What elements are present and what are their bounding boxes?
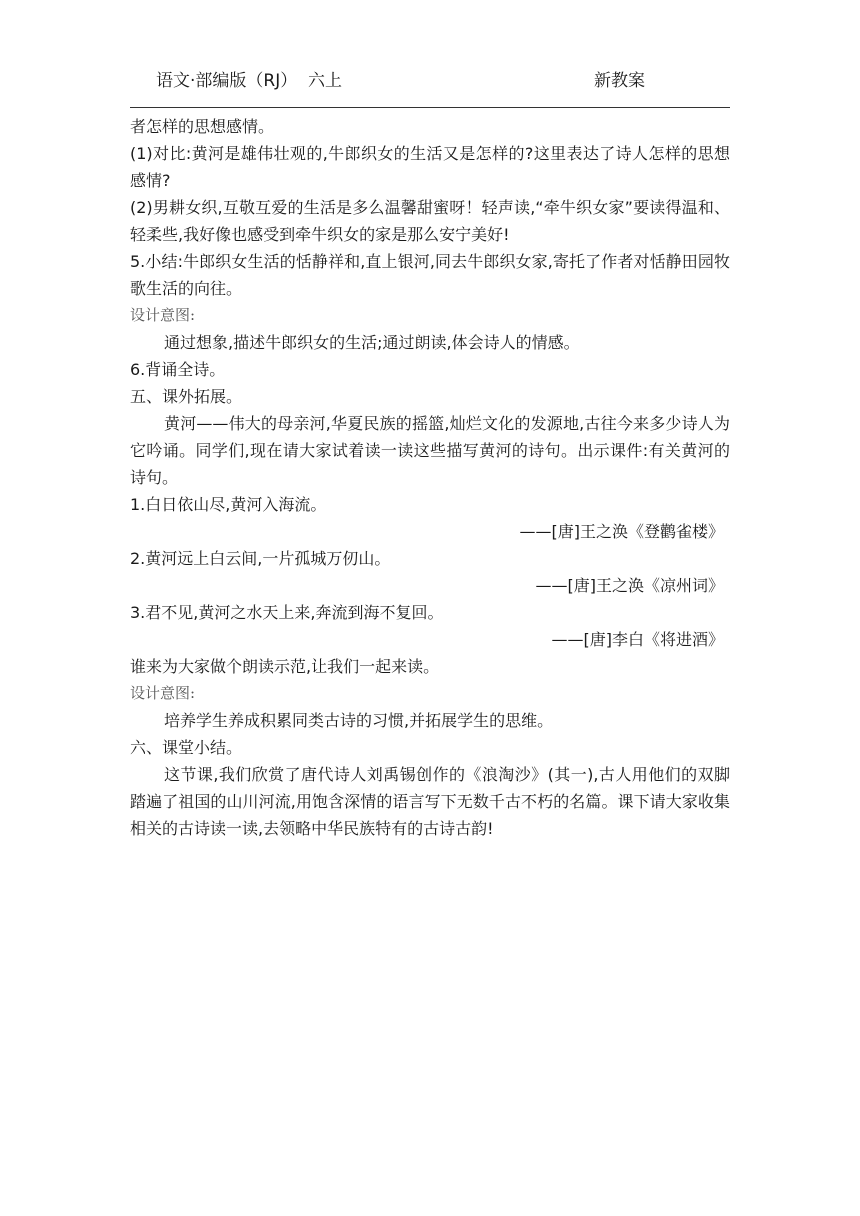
header-subject: 语文·部编版（RJ） 六上 (156, 71, 343, 91)
step-recite: 6.背诵全诗。 (130, 360, 226, 379)
paragraph-summary: 5.小结:牛郎织女生活的恬静祥和,直上银河,同去牛郎织女家,寄托了作者对恬静田园牧歌生活的向往。 (130, 252, 730, 298)
section-heading-extension: 五、课外拓展。 (130, 387, 243, 406)
document-body (130, 113, 730, 842)
paragraph-continuation: 者怎样的思想感情。 (130, 117, 275, 136)
paragraph-contrast-question: (1)对比:黄河是雄伟壮观的,牛郎织女的生活又是怎样的?这里表达了诗人怎样的思想感情? (130, 144, 730, 190)
design-intent-label-2: 设计意图: (130, 684, 196, 702)
header-doc-type: 新教案 (594, 71, 645, 91)
design-intent-text-2: 培养学生养成积累同类古诗的习惯,并拓展学生的思维。 (164, 711, 554, 730)
poem-line-3: 3.君不见,黄河之水天上来,奔流到海不复回。 (130, 603, 444, 622)
poem-line-1: 1.白日依山尽,黄河入海流。 (130, 495, 327, 514)
page-header (130, 62, 730, 92)
poem-source-2: ——[唐]王之涣《凉州词》 (535, 576, 724, 595)
poem-line-2: 2.黄河远上白云间,一片孤城万仞山。 (130, 549, 391, 568)
poem-source-3: ——[唐]李白《将进酒》 (551, 630, 724, 649)
paragraph-reading-guide: (2)男耕女织,互敬互爱的生活是多么温馨甜蜜呀！轻声读,“牵牛织女家”要读得温和、轻柔些,我好像也感受到牵牛织女的家是那么安宁美好! (130, 198, 730, 244)
design-intent-text: 通过想象,描述牛郎织女的生活;通过朗读,体会诗人的情感。 (164, 333, 580, 352)
section-heading-summary: 六、课堂小结。 (130, 738, 243, 757)
paragraph-class-summary: 这节课,我们欣赏了唐代诗人刘禹锡创作的《浪淘沙》(其一),古人用他们的双脚踏遍了祖国的山川河流,用饱含深情的语言写下无数千古不朽的名篇。课下请大家收集相关的古诗读一读,去领略中华民族特有的古诗古韵! (130, 765, 730, 838)
paragraph-read-aloud: 谁来为大家做个朗读示范,让我们一起来读。 (130, 657, 440, 676)
design-intent-label: 设计意图: (130, 306, 196, 324)
header-divider (130, 107, 730, 108)
paragraph-yellow-river: 黄河——伟大的母亲河,华夏民族的摇篮,灿烂文化的发源地,古往今来多少诗人为它吟诵。同学们,现在请大家试着读一读这些描写黄河的诗句。出示课件:有关黄河的诗句。 (130, 414, 730, 487)
poem-source-1: ——[唐]王之涣《登鹳雀楼》 (519, 522, 724, 541)
